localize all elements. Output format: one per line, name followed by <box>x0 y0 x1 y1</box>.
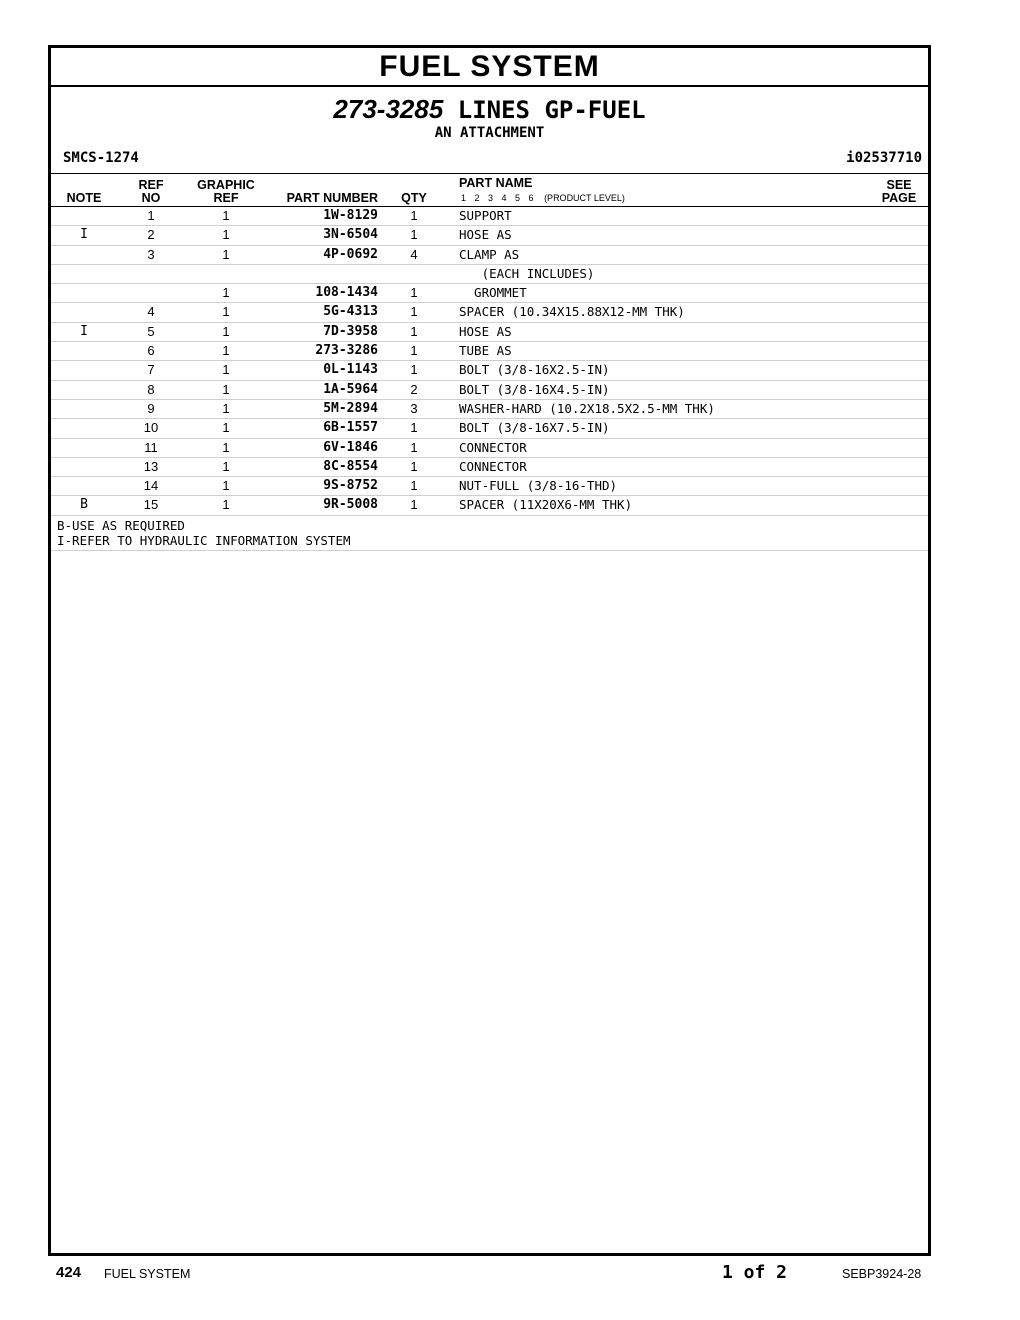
row-part-number: 3N-6504 <box>323 227 378 243</box>
row-part-number: 9S-8752 <box>323 478 378 494</box>
row-graphic-ref: 1 <box>222 420 230 436</box>
row-graphic-ref: 1 <box>222 343 230 359</box>
row-ref-no: 6 <box>147 343 155 359</box>
row-ref-no: 4 <box>147 304 155 320</box>
illustration-id: i02537710 <box>846 150 922 166</box>
row-graphic-ref: 1 <box>222 439 230 455</box>
row-part-name: HOSE AS <box>459 323 512 339</box>
table-row <box>51 439 928 458</box>
row-ref-no: 2 <box>147 227 155 243</box>
row-qty: 1 <box>410 420 418 436</box>
parts-list <box>51 207 928 516</box>
group-title <box>51 94 928 125</box>
smcs-code: SMCS-1274 <box>63 150 139 166</box>
row-ref-no: 14 <box>143 478 159 494</box>
table-row <box>51 496 928 515</box>
col-see-line1: SEE <box>886 178 912 192</box>
row-graphic-ref: 1 <box>222 208 230 223</box>
row-qty: 1 <box>410 343 418 359</box>
page-footer <box>0 1262 1020 1292</box>
row-part-name: SPACER (10.34X15.88X12-MM THK) <box>459 304 685 320</box>
row-qty: 1 <box>410 304 418 320</box>
table-row <box>51 342 928 361</box>
row-qty: 4 <box>410 246 418 262</box>
row-graphic-ref: 1 <box>222 400 230 416</box>
row-part-number: 6B-1557 <box>323 420 378 436</box>
row-ref-no: 7 <box>147 362 155 378</box>
page-number: 424 <box>56 1264 82 1281</box>
row-part-number: 4P-0692 <box>323 246 378 262</box>
row-part-name: GROMMET <box>459 285 527 301</box>
row-part-number: 108-1434 <box>315 285 378 301</box>
row-ref-no: 9 <box>147 400 155 416</box>
col-qty: QTY <box>401 191 427 205</box>
row-qty: 1 <box>410 362 418 378</box>
col-ref-line1: REF <box>138 178 164 192</box>
column-headers <box>51 174 928 207</box>
row-note: I <box>80 323 88 339</box>
row-graphic-ref: 1 <box>222 227 230 243</box>
page-of: 1 of 2 <box>722 1262 788 1283</box>
notes <box>51 516 928 551</box>
note-b: B-USE AS REQUIRED <box>57 517 185 533</box>
table-row <box>51 419 928 438</box>
row-graphic-ref: 1 <box>222 362 230 378</box>
row-graphic-ref: 1 <box>222 458 230 474</box>
group-name: LINES GP-FUEL <box>457 96 646 124</box>
col-see-line2: PAGE <box>881 191 917 205</box>
row-part-number: 8C-8554 <box>323 458 378 474</box>
row-ref-no: 1 <box>147 208 155 223</box>
table-row <box>51 381 928 400</box>
row-graphic-ref: 1 <box>222 478 230 494</box>
parts-page-frame <box>48 45 931 1256</box>
row-qty: 1 <box>410 323 418 339</box>
row-qty: 1 <box>410 439 418 455</box>
row-graphic-ref: 1 <box>222 246 230 262</box>
row-qty: 1 <box>410 478 418 494</box>
row-part-name: (EACH INCLUDES) <box>459 265 595 281</box>
table-row <box>51 323 928 342</box>
table-row <box>51 226 928 245</box>
row-part-name: SUPPORT <box>459 208 512 223</box>
section-title: FUEL SYSTEM <box>51 48 928 87</box>
product-levels: 1 2 3 4 5 6 <box>461 193 534 203</box>
row-part-name: BOLT (3/8-16X2.5-IN) <box>459 362 610 378</box>
row-qty: 1 <box>410 497 418 513</box>
row-part-number: 0L-1143 <box>323 362 378 378</box>
table-row <box>51 207 928 226</box>
row-ref-no: 13 <box>143 458 159 474</box>
row-graphic-ref: 1 <box>222 497 230 513</box>
product-level-label: (PRODUCT LEVEL) <box>544 193 625 203</box>
row-part-number: 9R-5008 <box>323 497 378 513</box>
group-number: 273-3285 <box>333 94 444 124</box>
note-i: I-REFER TO HYDRAULIC INFORMATION SYSTEM <box>57 532 351 548</box>
row-part-name: CLAMP AS <box>459 246 520 262</box>
row-ref-no: 5 <box>147 323 155 339</box>
table-row <box>51 265 928 284</box>
row-part-name: CONNECTOR <box>459 439 527 455</box>
row-part-number: 273-3286 <box>315 343 378 359</box>
row-ref-no: 15 <box>143 497 159 513</box>
row-part-number: 1A-5964 <box>323 381 378 397</box>
document-id: SEBP3924-28 <box>842 1267 922 1281</box>
row-qty: 1 <box>410 208 418 223</box>
row-qty: 1 <box>410 285 418 301</box>
row-part-number: 6V-1846 <box>323 439 378 455</box>
row-part-number: 7D-3958 <box>323 323 378 339</box>
table-row <box>51 400 928 419</box>
row-qty: 1 <box>410 227 418 243</box>
row-part-name: NUT-FULL (3/8-16-THD) <box>459 478 618 494</box>
col-part-number: PART NUMBER <box>286 191 378 205</box>
row-part-number: 5M-2894 <box>323 400 378 416</box>
col-part-name: PART NAME <box>459 176 533 190</box>
row-graphic-ref: 1 <box>222 323 230 339</box>
row-qty: 3 <box>410 400 418 416</box>
product-level-scale <box>461 193 625 203</box>
row-part-name: WASHER-HARD (10.2X18.5X2.5-MM THK) <box>459 400 715 416</box>
row-part-number: 5G-4313 <box>323 304 378 320</box>
group-header <box>51 87 928 174</box>
col-graphic-line1: GRAPHIC <box>197 178 255 192</box>
row-note: B <box>80 497 88 513</box>
table-row <box>51 361 928 380</box>
col-ref-line2: NO <box>141 191 161 205</box>
row-graphic-ref: 1 <box>222 381 230 397</box>
row-part-name: BOLT (3/8-16X4.5-IN) <box>459 381 610 397</box>
row-part-name: SPACER (11X20X6-MM THK) <box>459 497 633 513</box>
table-row <box>51 284 928 303</box>
col-graphic-line2: REF <box>213 191 239 205</box>
row-part-name: TUBE AS <box>459 343 512 359</box>
row-part-number: 1W-8129 <box>323 208 378 223</box>
row-part-name: BOLT (3/8-16X7.5-IN) <box>459 420 610 436</box>
row-note: I <box>80 227 88 243</box>
group-subtitle: AN ATTACHMENT <box>434 125 545 141</box>
col-note: NOTE <box>66 191 102 205</box>
row-graphic-ref: 1 <box>222 304 230 320</box>
row-ref-no: 3 <box>147 246 155 262</box>
row-ref-no: 11 <box>144 439 158 455</box>
table-row <box>51 303 928 322</box>
row-graphic-ref: 1 <box>222 285 230 301</box>
table-row <box>51 458 928 477</box>
row-part-name: CONNECTOR <box>459 458 527 474</box>
table-row <box>51 477 928 496</box>
footer-section: FUEL SYSTEM <box>104 1267 191 1281</box>
row-qty: 2 <box>410 381 418 397</box>
row-part-name: HOSE AS <box>459 227 512 243</box>
row-qty: 1 <box>410 458 418 474</box>
row-ref-no: 10 <box>143 420 159 436</box>
row-ref-no: 8 <box>147 381 155 397</box>
table-row <box>51 246 928 265</box>
